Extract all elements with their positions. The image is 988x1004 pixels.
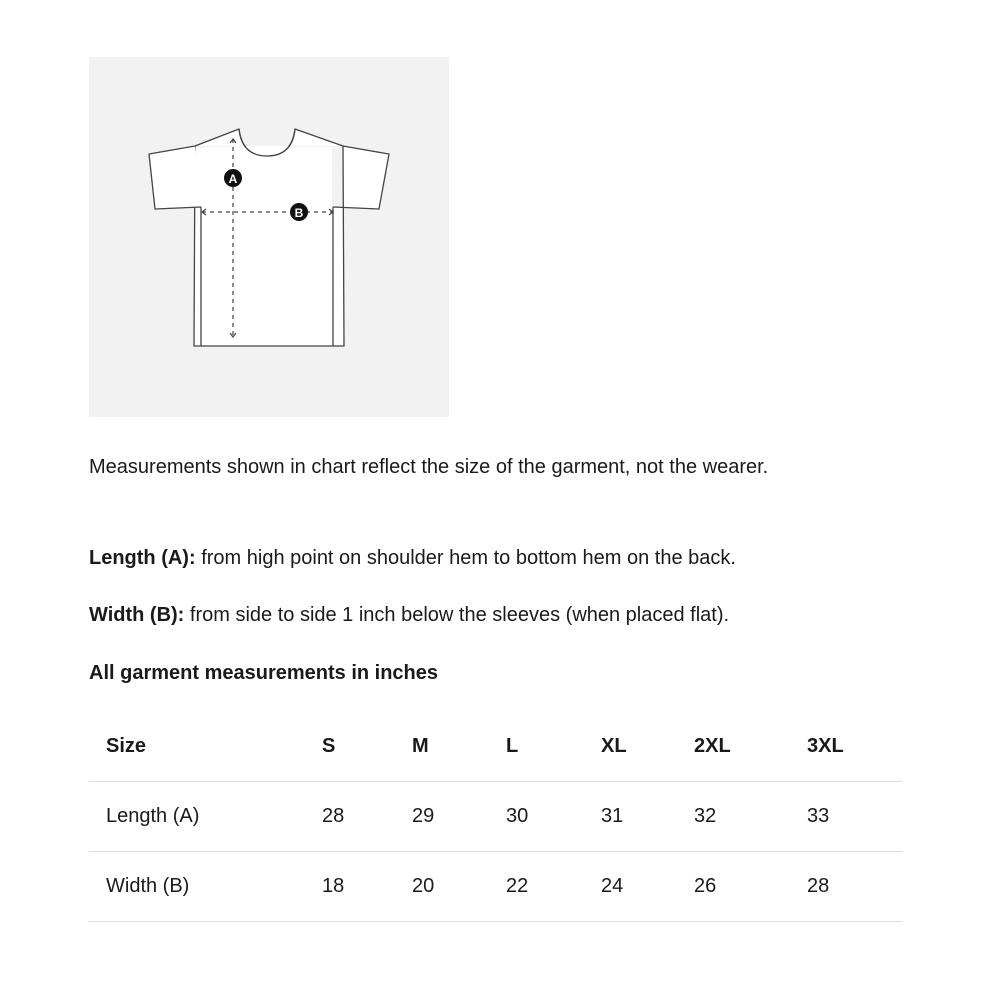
table-cell: 28	[807, 875, 830, 897]
header-cell: L	[506, 735, 519, 757]
header-cell: M	[412, 735, 429, 757]
table-cell: 33	[807, 805, 830, 827]
table-cell: 22	[506, 875, 529, 897]
length-definition-text: from high point on shoulder hem to bottom hem on the back.	[195, 547, 736, 569]
table-cell: 32	[694, 805, 717, 827]
size-chart-table	[89, 712, 902, 922]
label-a-marker	[224, 169, 242, 187]
table-cell: 31	[601, 805, 624, 827]
table-cell: 20	[412, 875, 435, 897]
svg-text:A: A	[228, 172, 238, 186]
header-cell: 2XL	[694, 735, 731, 757]
table-row	[89, 852, 902, 922]
header-cell: XL	[601, 735, 627, 757]
length-definition	[89, 541, 889, 575]
table-cell: 30	[506, 805, 529, 827]
length-definition-label: Length (A):	[89, 547, 196, 569]
header-cell: Size	[106, 735, 147, 757]
table-row	[89, 782, 902, 852]
table-cell: 24	[601, 875, 624, 897]
units-note: All garment measurements in inches	[89, 662, 439, 684]
header-cell: S	[322, 735, 336, 757]
table-header-row	[89, 712, 902, 782]
header-cell: 3XL	[807, 735, 844, 757]
svg-text:B: B	[294, 206, 304, 220]
tshirt-measurement-diagram	[89, 57, 449, 417]
row-label: Length (A)	[106, 805, 200, 827]
table-cell: 29	[412, 805, 435, 827]
row-label: Width (B)	[106, 875, 190, 897]
table-cell: 28	[322, 805, 345, 827]
width-definition	[89, 598, 889, 632]
table-cell: 26	[694, 875, 717, 897]
tshirt-icon	[89, 57, 449, 417]
label-b-marker	[290, 203, 308, 221]
width-definition-text: from side to side 1 inch below the sleeves (when placed flat).	[184, 604, 730, 626]
intro-text: Measurements shown in chart reflect the size of the garment, not the wearer.	[89, 456, 769, 478]
table-cell: 18	[322, 875, 345, 897]
width-definition-label: Width (B):	[89, 604, 185, 626]
